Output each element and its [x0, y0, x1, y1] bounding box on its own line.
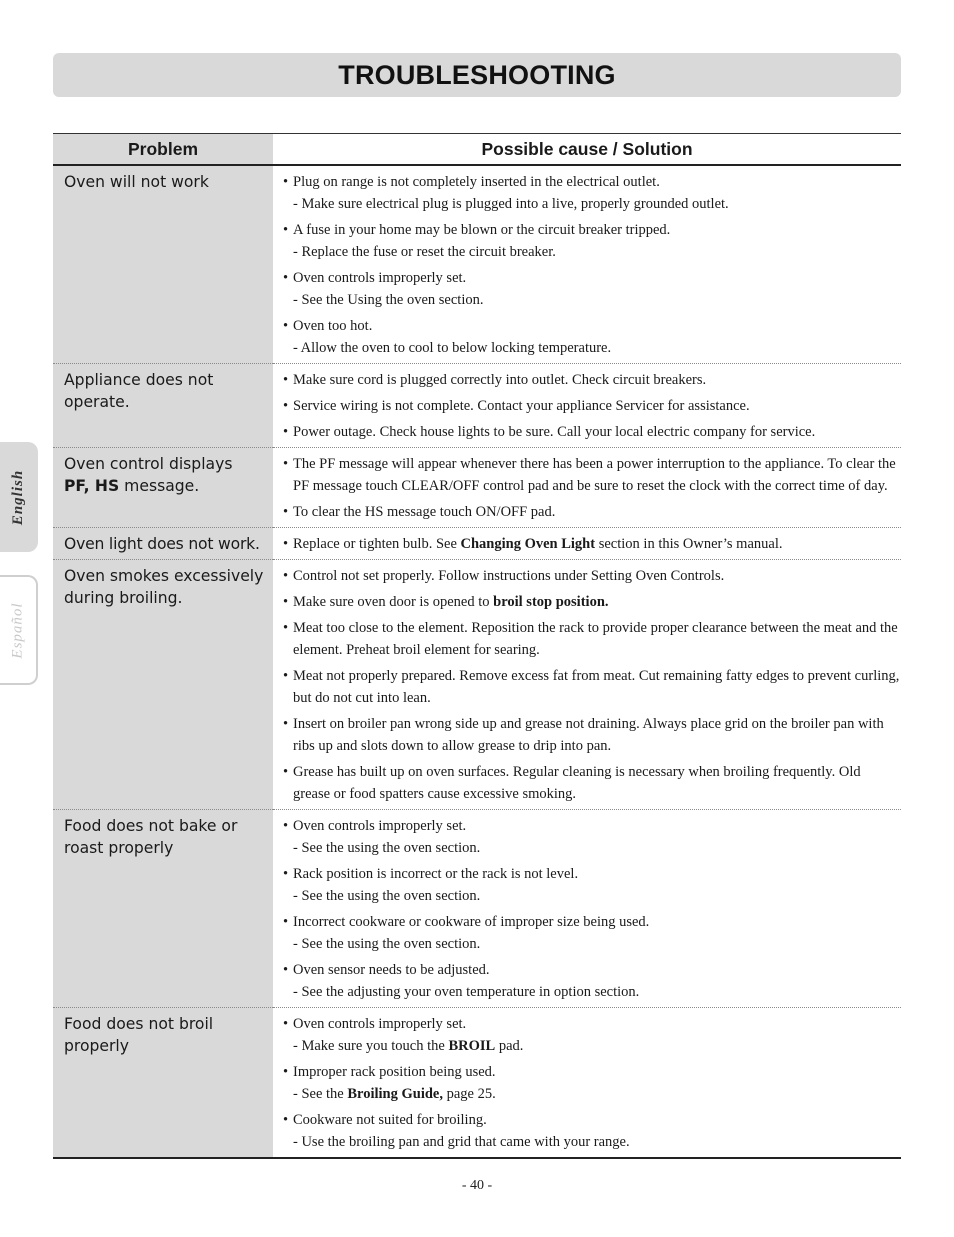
- item-text: Meat not properly prepared. Remove excess fat from meat. Cut remaining fatty edges to prevent curling, but do not cut into lean.: [293, 668, 900, 706]
- solution-item: [283, 1109, 901, 1153]
- tab-english[interactable]: [0, 442, 38, 552]
- item-text: section in this Owner’s manual.: [595, 536, 783, 552]
- problem-cell: Oven light does not work.: [53, 528, 273, 560]
- item-text: Meat too close to the element. Reposition the rack to provide proper clearance between the meat and the element. Preheat broil element for searing.: [293, 620, 898, 658]
- solution-column-header: Possible cause / Solution: [273, 134, 901, 166]
- solution-item: [283, 959, 901, 1003]
- bullet: •: [283, 716, 289, 732]
- item-text: Cookware not suited for broiling.: [293, 1112, 487, 1128]
- item-text: Insert on broiler pan wrong side up and grease not draining. Always place grid on the broiler pan with ribs up and slots down to allow grease to drip into pan.: [293, 716, 884, 754]
- tab-english-label: English: [10, 469, 27, 525]
- problem-cell: Oven smokes excessively during broiling.: [53, 560, 273, 810]
- table-row: [53, 528, 901, 560]
- problem-cell: Appliance does not operate.: [53, 364, 273, 448]
- problem-cell: Food does not broil properly: [53, 1008, 273, 1159]
- item-text: Incorrect cookware or cookware of improper size being used.: [293, 914, 650, 930]
- solution-item: [283, 565, 901, 587]
- bullet: •: [283, 424, 289, 440]
- item-subtext: - Use the broiling pan and grid that came with your range.: [293, 1134, 630, 1150]
- item-text: Improper rack position being used.: [293, 1064, 496, 1080]
- solution-item: [283, 1061, 901, 1105]
- item-subtext: - See the: [293, 1086, 348, 1102]
- bullet: •: [283, 620, 289, 636]
- item-text: Make sure oven door is opened to: [293, 594, 494, 610]
- item-subtext: - Make sure you touch the: [293, 1038, 449, 1054]
- table-row: [53, 448, 901, 528]
- solution-item: [283, 421, 901, 443]
- solution-item: [283, 665, 901, 709]
- solution-item: [283, 501, 901, 523]
- solution-item: [283, 617, 901, 661]
- table-row: [53, 560, 901, 810]
- bullet: •: [283, 318, 289, 334]
- item-text: Oven too hot.: [293, 318, 373, 334]
- solution-cell: [273, 560, 901, 810]
- bullet: •: [283, 818, 289, 834]
- bullet: •: [283, 456, 289, 472]
- solution-item: [283, 171, 901, 215]
- item-text: Rack position is incorrect or the rack is not level.: [293, 866, 579, 882]
- solution-item: [283, 911, 901, 955]
- tab-espanol[interactable]: [0, 575, 38, 685]
- problem-cell: [53, 448, 273, 528]
- item-subtext: - Allow the oven to cool to below locking temperature.: [293, 340, 612, 356]
- item-subtext: pad.: [495, 1038, 524, 1054]
- solution-item: [283, 453, 901, 497]
- solution-item: [283, 219, 901, 263]
- table-row: [53, 810, 901, 1008]
- item-subtext: - See the using the oven section.: [293, 888, 481, 904]
- troubleshooting-table: [53, 133, 901, 1159]
- bullet: •: [283, 914, 289, 930]
- item-text: Oven controls improperly set.: [293, 1016, 467, 1032]
- bullet: •: [283, 398, 289, 414]
- solution-cell: [273, 448, 901, 528]
- bullet: •: [283, 270, 289, 286]
- bullet: •: [283, 222, 289, 238]
- item-subtext: - See the Using the oven section.: [293, 292, 484, 308]
- problem-text-bold: PF, HS: [64, 477, 120, 495]
- table-row: [53, 364, 901, 448]
- bullet: •: [283, 536, 289, 552]
- item-subtext: - See the using the oven section.: [293, 936, 481, 952]
- solution-item: [283, 267, 901, 311]
- solution-item: [283, 369, 901, 391]
- table-row: [53, 1008, 901, 1159]
- solution-item: [283, 315, 901, 359]
- bullet: •: [283, 174, 289, 190]
- table-header-row: [53, 134, 901, 166]
- problem-text: message.: [119, 477, 200, 495]
- solution-item: [283, 863, 901, 907]
- bullet: •: [283, 568, 289, 584]
- solution-cell: [273, 528, 901, 560]
- bullet: •: [283, 668, 289, 684]
- item-text: Plug on range is not completely inserted in the electrical outlet.: [293, 174, 660, 190]
- tab-espanol-label: Español: [9, 601, 26, 659]
- item-text-bold: broil stop position.: [493, 594, 609, 610]
- item-text: Grease has built up on oven surfaces. Regular cleaning is necessary when broiling frequently. Old grease or food spatters cause excessive smoking.: [293, 764, 861, 802]
- item-text: A fuse in your home may be blown or the circuit breaker tripped.: [293, 222, 671, 238]
- item-text: Power outage. Check house lights to be sure. Call your local electric company for service.: [293, 424, 816, 440]
- solution-item: [283, 815, 901, 859]
- solution-item: [283, 713, 901, 757]
- item-text: Make sure cord is plugged correctly into outlet. Check circuit breakers.: [293, 372, 707, 388]
- solution-cell: [273, 364, 901, 448]
- item-text: The PF message will appear whenever there has been a power interruption to the appliance. To clear the PF message touch CLEAR/OFF control pad and be sure to reset the clock with the correct time of day.: [293, 456, 896, 494]
- item-text: Replace or tighten bulb. See: [293, 536, 461, 552]
- item-text-bold: Changing Oven Light: [460, 536, 596, 552]
- solution-item: [283, 761, 901, 805]
- item-subtext: - Replace the fuse or reset the circuit breaker.: [293, 244, 556, 260]
- item-subtext: - See the using the oven section.: [293, 840, 481, 856]
- problem-column-header: Problem: [53, 134, 273, 166]
- solution-cell: [273, 1008, 901, 1159]
- solution-cell: [273, 810, 901, 1008]
- problem-text: Oven control displays: [64, 455, 233, 473]
- problem-cell: Food does not bake or roast properly: [53, 810, 273, 1008]
- item-subtext-bold: Broiling Guide,: [347, 1086, 443, 1102]
- item-text: Service wiring is not complete. Contact your appliance Servicer for assistance.: [293, 398, 750, 414]
- bullet: •: [283, 1064, 289, 1080]
- page-title: TROUBLESHOOTING: [338, 59, 616, 90]
- solution-item: [283, 591, 901, 613]
- bullet: •: [283, 372, 289, 388]
- bullet: •: [283, 504, 289, 520]
- bullet: •: [283, 764, 289, 780]
- solution-item: [283, 1013, 901, 1057]
- item-subtext: - Make sure electrical plug is plugged into a live, properly grounded outlet.: [293, 196, 729, 212]
- item-text: Control not set properly. Follow instructions under Setting Oven Controls.: [293, 568, 725, 584]
- bullet: •: [283, 1112, 289, 1128]
- bullet: •: [283, 962, 289, 978]
- problem-cell: Oven will not work: [53, 165, 273, 364]
- solution-item: [283, 533, 901, 555]
- bullet: •: [283, 1016, 289, 1032]
- item-subtext: page 25.: [442, 1086, 496, 1102]
- table-row: [53, 165, 901, 364]
- item-text: To clear the HS message touch ON/OFF pad.: [293, 504, 556, 520]
- solution-cell: [273, 165, 901, 364]
- item-subtext: - See the adjusting your oven temperature in option section.: [293, 984, 640, 1000]
- bullet: •: [283, 594, 289, 610]
- page-number: - 40 -: [461, 1178, 493, 1193]
- item-text: Oven sensor needs to be adjusted.: [293, 962, 490, 978]
- item-text: Oven controls improperly set.: [293, 818, 467, 834]
- title-banner: [53, 53, 901, 97]
- solution-item: [283, 395, 901, 417]
- bullet: •: [283, 866, 289, 882]
- item-subtext-bold: BROIL: [448, 1038, 496, 1054]
- item-text: Oven controls improperly set.: [293, 270, 467, 286]
